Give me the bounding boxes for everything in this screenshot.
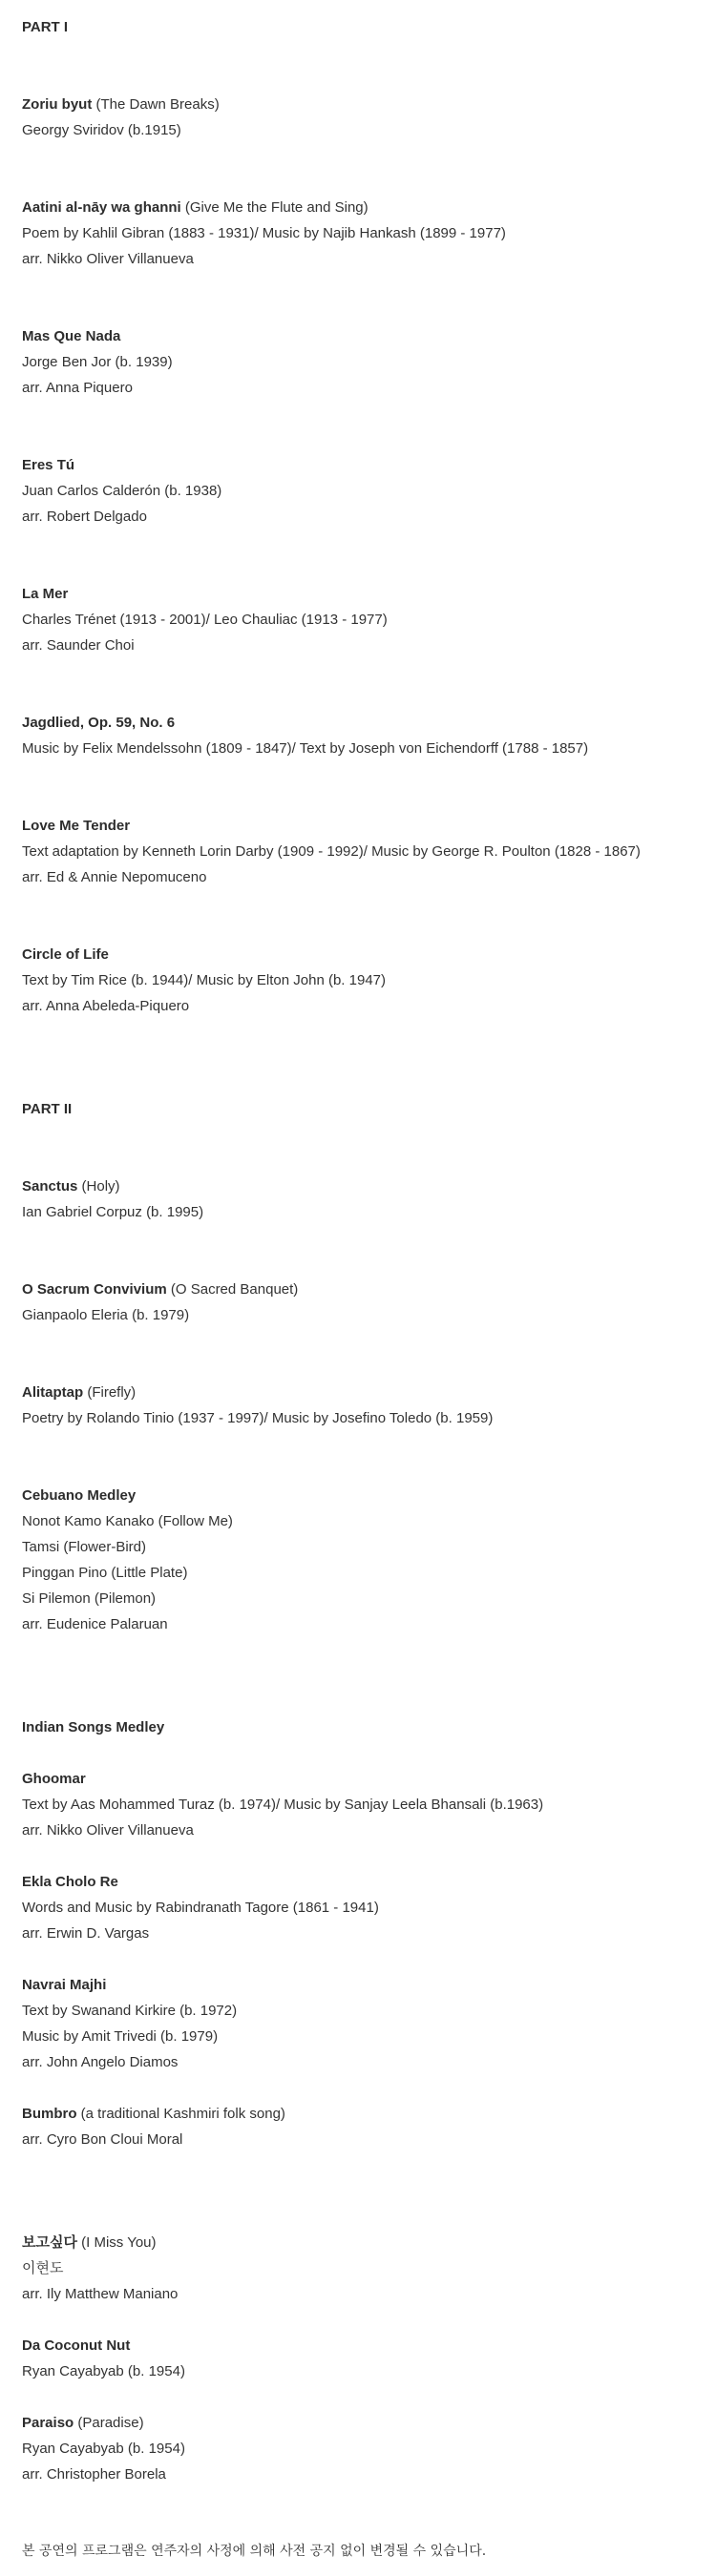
- piece-credit: Nonot Kamo Kanako (Follow Me): [22, 1513, 233, 1529]
- piece-subtitle: (The Dawn Breaks): [92, 96, 220, 113]
- spacer: [22, 40, 709, 92]
- piece-credit: arr. Erwin D. Vargas: [22, 1925, 150, 1942]
- piece-credit: arr. Ily Matthew Maniano: [22, 2286, 179, 2302]
- piece-subtitle: (I Miss You): [76, 2234, 157, 2251]
- piece-title: Eres Tú: [22, 457, 75, 473]
- piece-title-line: [22, 2410, 709, 2436]
- spacer: [22, 1328, 709, 1380]
- piece-title: Zoriu byut: [22, 96, 93, 113]
- spacer: [22, 2307, 709, 2333]
- spacer: [22, 761, 709, 813]
- piece-credit: arr. John Angelo Diamos: [22, 2054, 179, 2070]
- medley-title: Indian Songs Medley: [22, 1719, 165, 1735]
- piece-title-line: [22, 1380, 709, 1405]
- spacer: [22, 1946, 709, 1972]
- piece-credit: Text adaptation by Kenneth Lorin Darby (1909 - 1992)/ Music by George R. Poulton (1828 - 1867): [22, 843, 641, 860]
- piece-title-line: [22, 1277, 709, 1302]
- piece-credit: Music by Amit Trivedi (b. 1979): [22, 2028, 219, 2045]
- piece-credit: arr. Saunder Choi: [22, 637, 135, 654]
- piece-credit: Tamsi (Flower-Bird): [22, 1539, 147, 1555]
- piece-credit: arr. Anna Piquero: [22, 380, 133, 396]
- piece-subtitle: (Give Me the Flute and Sing): [180, 199, 369, 216]
- piece-credit: Georgy Sviridov (b.1915): [22, 122, 181, 138]
- piece-title: Love Me Tender: [22, 818, 131, 834]
- spacer: [22, 1843, 709, 1869]
- piece-title: Jagdlied, Op. 59, No. 6: [22, 715, 176, 731]
- piece-title-line: [22, 710, 709, 736]
- piece-title-line: [22, 2230, 709, 2255]
- piece-title-line: [22, 1869, 709, 1895]
- piece-title: Ekla Cholo Re: [22, 1874, 118, 1890]
- piece-credit: Poem by Kahlil Gibran (1883 - 1931)/ Music by Najib Hankash (1899 - 1977): [22, 225, 506, 241]
- spacer: [22, 2487, 709, 2539]
- piece-title: Ghoomar: [22, 1771, 86, 1787]
- piece-title-line: [22, 581, 709, 607]
- piece-credit: arr. Nikko Oliver Villanueva: [22, 1822, 194, 1839]
- spacer: [22, 272, 709, 323]
- piece-credit: Text by Tim Rice (b. 1944)/ Music by Elton John (b. 1947): [22, 972, 386, 988]
- piece-title: Sanctus: [22, 1178, 78, 1195]
- piece-credit: arr. Robert Delgado: [22, 509, 147, 525]
- piece-credit: Music by Felix Mendelssohn (1809 - 1847)/ Text by Joseph von Eichendorff (1788 - 1857): [22, 740, 589, 757]
- piece-title: Navrai Majhi: [22, 1977, 107, 1993]
- piece-subtitle: (Holy): [77, 1178, 120, 1195]
- piece-credit: arr. Nikko Oliver Villanueva: [22, 251, 194, 267]
- spacer: [22, 1431, 709, 1483]
- spacer: [22, 1019, 709, 1096]
- piece-title-line: [22, 92, 709, 117]
- piece-title-line: [22, 2333, 709, 2358]
- piece-subtitle: (a traditional Kashmiri folk song): [76, 2106, 285, 2122]
- piece-credit: arr. Anna Abeleda-Piquero: [22, 998, 190, 1014]
- piece-credit: arr. Ed & Annie Nepomuceno: [22, 869, 207, 885]
- spacer: [22, 2384, 709, 2410]
- piece-credit: Gianpaolo Eleria (b. 1979): [22, 1307, 190, 1323]
- piece-title: La Mer: [22, 586, 69, 602]
- piece-credit: Ryan Cayabyab (b. 1954): [22, 2441, 185, 2457]
- piece-credit: Words and Music by Rabindranath Tagore (1861 - 1941): [22, 1900, 379, 1916]
- piece-title: 보고싶다: [22, 2234, 77, 2251]
- piece-title-line: [22, 195, 709, 220]
- piece-credit: Jorge Ben Jor (b. 1939): [22, 354, 173, 370]
- piece-credit: Text by Aas Mohammed Turaz (b. 1974)/ Music by Sanjay Leela Bhansali (b.1963): [22, 1797, 544, 1813]
- piece-title-line: [22, 1483, 709, 1508]
- piece-title: Da Coconut Nut: [22, 2337, 131, 2354]
- piece-title-line: [22, 1972, 709, 1998]
- piece-title-line: [22, 2101, 709, 2127]
- piece-credit: Charles Trénet (1913 - 2001)/ Leo Chauliac (1913 - 1977): [22, 612, 388, 628]
- piece-title: Mas Que Nada: [22, 328, 121, 344]
- piece-credit: Pinggan Pino (Little Plate): [22, 1565, 188, 1581]
- piece-title: Circle of Life: [22, 946, 109, 963]
- program-change-notice: 본 공연의 프로그램은 연주자의 사정에 의해 사전 공지 없이 변경될 수 있습니다.: [22, 2544, 487, 2559]
- piece-title-line: [22, 1766, 709, 1792]
- spacer: [22, 658, 709, 710]
- piece-title-line: [22, 1174, 709, 1199]
- spacer: [22, 890, 709, 942]
- piece-title-line: [22, 323, 709, 349]
- piece-credit: Poetry by Rolando Tinio (1937 - 1997)/ Music by Josefino Toledo (b. 1959): [22, 1410, 494, 1426]
- spacer: [22, 401, 709, 452]
- piece-credit: Text by Swanand Kirkire (b. 1972): [22, 2003, 238, 2019]
- piece-title: Paraiso: [22, 2415, 74, 2431]
- part-one-title: PART I: [22, 19, 69, 35]
- piece-title: Bumbro: [22, 2106, 77, 2122]
- piece-title: Cebuano Medley: [22, 1487, 137, 1504]
- spacer: [22, 1225, 709, 1277]
- part-two-title: PART II: [22, 1101, 73, 1117]
- piece-title: O Sacrum Convivium: [22, 1281, 167, 1298]
- piece-credit: arr. Cyro Bon Cloui Moral: [22, 2131, 183, 2148]
- spacer: [22, 530, 709, 581]
- piece-subtitle: (Paradise): [74, 2415, 144, 2431]
- spacer: [22, 1740, 709, 1766]
- piece-credit: 이현도: [22, 2260, 64, 2276]
- spacer: [22, 143, 709, 195]
- spacer: [22, 1637, 709, 1714]
- piece-credit: arr. Eudenice Palaruan: [22, 1616, 168, 1632]
- piece-credit: Juan Carlos Calderón (b. 1938): [22, 483, 222, 499]
- piece-subtitle: (O Sacred Banquet): [166, 1281, 299, 1298]
- spacer: [22, 2075, 709, 2101]
- spacer: [22, 2152, 709, 2230]
- piece-title: Alitaptap: [22, 1384, 84, 1401]
- piece-title-line: [22, 942, 709, 967]
- piece-title-line: [22, 813, 709, 839]
- piece-title-line: [22, 452, 709, 478]
- piece-credit: Ryan Cayabyab (b. 1954): [22, 2363, 185, 2379]
- piece-credit: arr. Christopher Borela: [22, 2466, 166, 2483]
- piece-subtitle: (Firefly): [83, 1384, 137, 1401]
- piece-title: Aatini al-nāy wa ghanni: [22, 199, 181, 216]
- piece-credit: Ian Gabriel Corpuz (b. 1995): [22, 1204, 204, 1220]
- piece-credit: Si Pilemon (Pilemon): [22, 1590, 157, 1607]
- spacer: [22, 1122, 709, 1174]
